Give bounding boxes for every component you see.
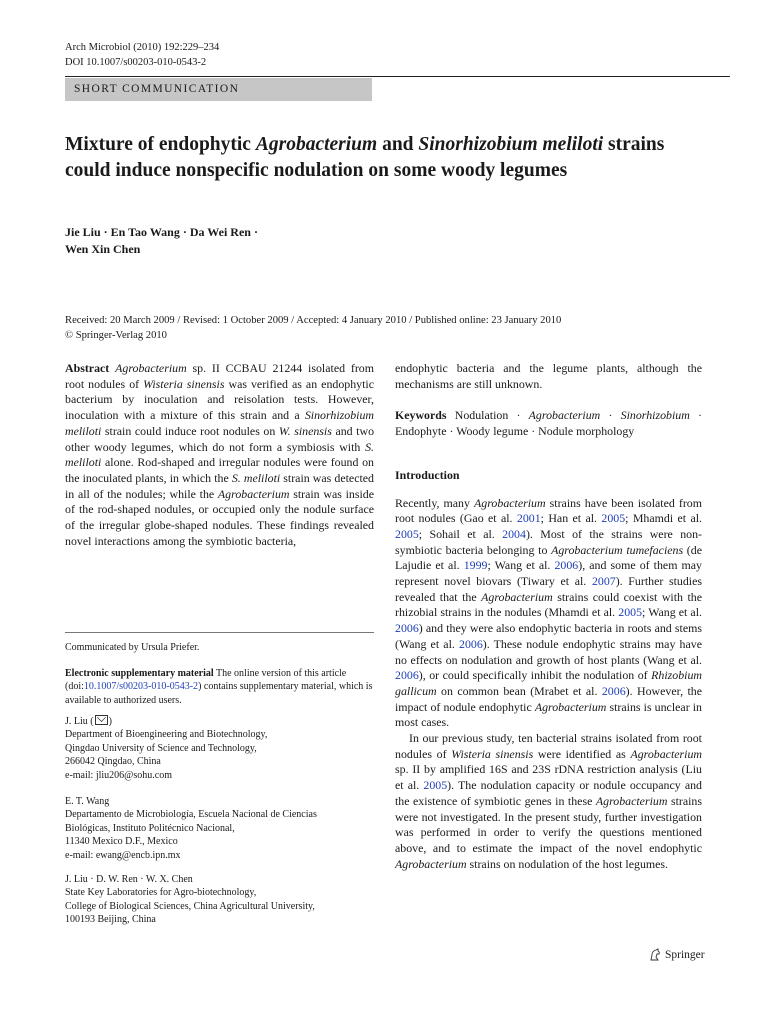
ref-link[interactable]: 2001 — [516, 511, 541, 526]
ref-link[interactable]: 2007 — [591, 574, 616, 589]
ref-link[interactable]: 2006 — [395, 621, 419, 636]
intro-paragraph-2: In our previous study, ten bacterial strains isolated from root nodules of Wisteria sinensis were identified as Agrobacterium sp. II by amplified 16S and 23S rDNA restriction analysis (Liu et al. 2005). The nodulation capacity or nodule occupancy and the existence of symbiotic genes in these Agrobacterium strains were not investigated. In the present study, further investigation was performed in order to verify the questions mentioned above, and to estimate the impact of the novel endophytic Agrobacterium strains on nodulation of the host legumes. — [395, 731, 702, 871]
affiliation-beijing: J. Liu · D. W. Ren · W. X. Chen State Key Laboratories for Agro-biotechnology, College of Biological Sciences, China Agricultural University, 100193 Beijing, China — [65, 874, 315, 926]
ref-link[interactable]: 2006 — [395, 668, 419, 683]
article-title: Mixture of endophytic Agrobacterium and Sinorhizobium meliloti strains could induce nonspecific nodulation on some woody legumes — [65, 134, 665, 181]
journal-doi: DOI 10.1007/s00203-010-0543-2 — [65, 57, 207, 68]
ref-link[interactable]: 2005 — [423, 778, 448, 793]
publisher-name: Springer — [665, 949, 705, 961]
ref-link[interactable]: 2005 — [601, 511, 626, 526]
springer-horse-icon — [648, 948, 662, 962]
intro-paragraph-1: Recently, many Agrobacterium strains have been isolated from root nodules (Gao et al. 2001; Han et al. 2005; Mhamdi et al. 2005; Sohail et al. 2004). Most of the strains were non-symbiotic bacteria belonging to Agrobacterium tumefaciens (de Lajudie et al. 1999; Wang et al. 2006), and some of them may represent novel biovars (Tiwary et al. 2007). Further studies revealed that the Agrobacterium strains could coexist with the rhizobial strains in the nodules (Mhamdi et al. 2005; Wang et al. 2006) and they were also endophytic bacteria in roots and stems (Wang et al. 2006). These nodule endophytic strains may have no effects on nodulation and growth of host plants (Wang et al. 2006), or could specifically inhibit the nodulation of Rhizobium gallicum on common bean (Mrabet et al. 2006). However, the impact of nodule endophytic Agrobacterium strains is unclear in most cases. — [395, 495, 703, 730]
ref-link[interactable]: 2005 — [618, 605, 643, 620]
affiliation-wang: E. T. Wang Departamento de Microbiología, Escuela Nacional de Ciencias Biológicas, Instituto Politécnico Nacional, 11340 Mexico D.F., Mexico e-mail: ewang@encb.ipn.mx — [65, 795, 375, 862]
abstract-continued: endophytic bacteria and the legume plants, although the mechanisms are still unknown. — [395, 361, 702, 391]
ref-link[interactable]: 2006 — [554, 558, 579, 573]
introduction-heading: Introduction — [395, 467, 460, 482]
section-label: SHORT COMMUNICATION — [65, 78, 372, 101]
communicated-by: Communicated by Ursula Priefer. — [65, 642, 200, 653]
supplementary-doi-link[interactable]: 10.1007/s00203-010-0543-2 — [83, 681, 199, 693]
publication-dates: Received: 20 March 2009 / Revised: 1 October 2009 / Accepted: 4 January 2010 / Published online: 23 January 2010 © Springer-Verlag 2010 — [65, 313, 730, 343]
author-list: Jie Liu · En Tao Wang · Da Wei Ren · Wen Xin Chen — [65, 225, 258, 256]
copyright: © Springer-Verlag 2010 — [65, 330, 167, 341]
ref-link[interactable]: 2004 — [502, 526, 526, 541]
keywords: Keywords Nodulation · Agrobacterium · Sinorhizobium · Endophyte · Woody legume · Nodule morphology — [395, 408, 702, 439]
right-column — [395, 361, 702, 872]
journal-meta — [65, 40, 219, 70]
abstract-label: Abstract — [65, 361, 110, 375]
publisher-mark — [648, 947, 705, 963]
envelope-icon — [95, 715, 108, 725]
ref-link[interactable]: 2005 — [395, 526, 419, 541]
email-wang: e-mail: ewang@encb.ipn.mx — [65, 849, 181, 861]
abstract: Abstract Agrobacterium sp. II CCBAU 21244 isolated from root nodules of Wisteria sinensis was verified as an endophytic bacterium by inoculation and reisolation tests. However, inoculation with a mixture of this strain and a Sinorhizobium meliloti strain could induce root nodules on W. sinensis and two other woody legumes, which do not form a symbiosis with S. meliloti alone. Rod-shaped and irregular nodules were found on the inoculated plants, in which the S. meliloti strain was detected in all of the nodules; while the Agrobacterium strain was inside of the rod-shaped nodules, or occupied only the nodule surface of the irregular globe-shaped nodules. These findings revealed novel interactions among the symbiotic bacteria, — [65, 361, 375, 548]
email-liu: e-mail: jliu206@sohu.com — [65, 769, 172, 781]
ref-link[interactable]: 2006 — [601, 683, 626, 698]
ref-link[interactable]: 2006 — [459, 636, 483, 651]
footnote-rule — [65, 632, 374, 633]
affiliation-liu: J. Liu ( ) Department of Bioengineering and Biotechnology, Qingdao University of Science and Technology, 266042 Qingdao, China e-mail: jliu206@sohu.com — [65, 715, 375, 782]
header-rule — [65, 76, 730, 77]
supplementary-note: Electronic supplementary material The online version of this article (doi:10.1007/s00203-010-0543-2) contains supplementary material, which is available to authorized users. — [65, 668, 373, 706]
journal-citation: Arch Microbiol (2010) 192:229–234 — [65, 42, 220, 53]
ref-link[interactable]: 1999 — [463, 558, 488, 573]
